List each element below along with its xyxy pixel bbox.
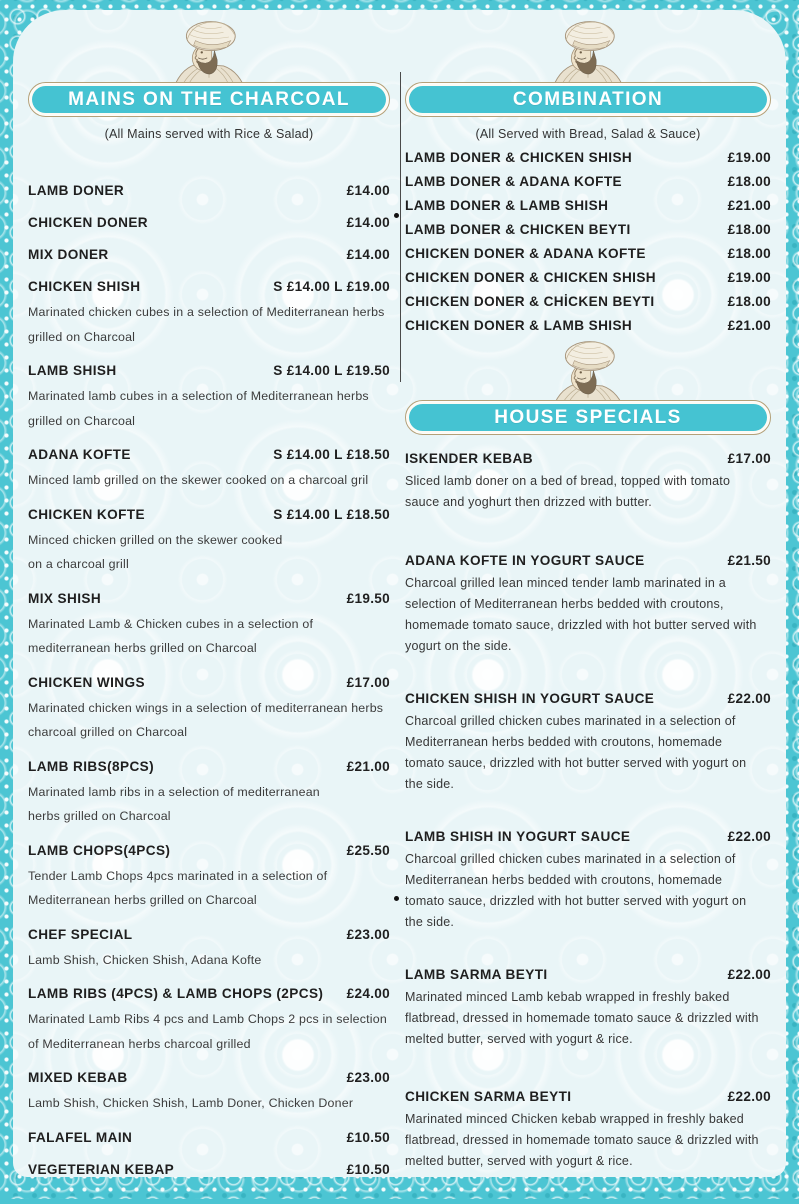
- menu-item-name: LAMB DONER & CHICKEN SHISH: [405, 150, 633, 165]
- menu-item-price: £18.00: [727, 246, 771, 261]
- menu-item-name: CHICKEN SARMA BEYTI: [405, 1089, 572, 1104]
- menu-item-name: LAMB SHISH IN YOGURT SAUCE: [405, 829, 631, 844]
- menu-item-name: LAMB DONER & ADANA KOFTE: [405, 174, 623, 189]
- mains-section-title: MAINS ON THE CHARCOAL: [32, 86, 386, 113]
- menu-item-price: £21.00: [727, 318, 771, 333]
- mains-section-subtitle: (All Mains served with Rice & Salad): [104, 127, 314, 141]
- menu-item-row: [28, 841, 390, 913]
- menu-item-row: [28, 925, 390, 973]
- combination-section-banner: [405, 82, 771, 117]
- menu-item-price: £22.00: [727, 829, 771, 844]
- item-description-line: charcoal grilled on Charcoal: [28, 725, 188, 739]
- menu-item-row: [28, 505, 390, 577]
- menu-item-price: £10.50: [346, 1129, 390, 1145]
- menu-item-price: £24.00: [346, 986, 390, 1001]
- item-description-line: Sliced lamb doner on a bed of bread, topped with tomato: [405, 474, 731, 488]
- menu-item-name: ADANA KOFTE: [28, 447, 131, 462]
- item-description-line: Marinated lamb ribs in a selection of mediterranean: [28, 784, 320, 799]
- menu-item-price: £22.00: [727, 967, 771, 982]
- menu-item-price: £14.00: [346, 183, 390, 198]
- menu-item-row: [28, 181, 390, 201]
- menu-item-row: [405, 551, 771, 657]
- menu-item-name: LAMB SHISH: [28, 363, 117, 378]
- menu-item-price: £25.50: [346, 842, 390, 858]
- item-description-line: flatbread, dressed in homemade tomato sauce & drizzled with: [405, 1133, 759, 1147]
- menu-item-name: CHICKEN DONER & CHICKEN SHISH: [405, 270, 657, 285]
- menu-item-description: [28, 1091, 390, 1116]
- item-description-line: homemade tomato sauce, drizzled with hot butter served with: [405, 618, 757, 632]
- bullet-dot: [394, 896, 399, 901]
- item-description-line: sauce and yoghurt then drizzed with butter.: [405, 495, 652, 509]
- menu-item-price: £21.00: [727, 198, 771, 213]
- menu-item-description: [28, 384, 390, 433]
- menu-item-row: [28, 1068, 390, 1116]
- menu-item-row: [28, 245, 390, 265]
- menu-item-name: LAMB RIBS(8PCS): [28, 758, 155, 774]
- column-divider-line: [400, 72, 401, 382]
- combination-section-subtitle: (All Served with Bread, Salad & Sauce): [475, 127, 701, 141]
- item-description-line: herbs grilled on Charcoal: [28, 809, 171, 823]
- menu-item-price: £19.00: [727, 150, 771, 165]
- menu-item-row: [28, 589, 390, 661]
- menu-item-price: £18.00: [727, 294, 771, 309]
- menu-item-description: [28, 528, 390, 577]
- menu-item-price: £18.00: [727, 222, 771, 237]
- item-description-line: Mediterranean herbs bedded with croutons, homemade: [405, 873, 723, 887]
- item-description-line: Marinated chicken cubes in a selection of Mediterranean herbs: [28, 305, 385, 319]
- menu-item-name: MIX DONER: [28, 247, 109, 262]
- menu-item-row: [28, 445, 390, 493]
- bullet-dot: [394, 213, 399, 218]
- item-description-line: tomato sauce, drizzled with hot butter served with yogurt on: [405, 756, 747, 770]
- menu-item-description: [405, 987, 771, 1050]
- menu-item-price: £14.00: [346, 215, 390, 230]
- menu-item-row: [405, 290, 771, 314]
- item-description-line: Minced lamb grilled on the skewer cooked on a charcoal gril: [28, 473, 369, 487]
- menu-item-row: [405, 827, 771, 933]
- item-description-line: Tender Lamb Chops 4pcs marinated in a selection of: [28, 868, 328, 883]
- item-description-line: the side.: [405, 777, 455, 791]
- menu-item-price: £19.00: [727, 270, 771, 285]
- combination-item-list: [405, 146, 771, 338]
- item-description-line: selection of Mediterranean herbs bedded with croutons,: [405, 597, 724, 611]
- item-description-line: Mediterranean herbs bedded with croutons, homemade: [405, 735, 723, 749]
- menu-item-description: [405, 849, 771, 933]
- menu-item-name: FALAFEL MAIN: [28, 1129, 133, 1145]
- menu-item-price: £23.00: [346, 926, 390, 942]
- item-description-line: Marinated chicken wings in a selection of mediterranean herbs: [28, 700, 384, 715]
- menu-item-row: [405, 194, 771, 218]
- menu-item-name: LAMB SARMA BEYTI: [405, 967, 548, 982]
- menu-item-description: [405, 711, 771, 795]
- menu-item-price: £10.50: [346, 1161, 390, 1177]
- item-description-line: Lamb Shish, Chicken Shish, Lamb Doner, Chicken Doner: [28, 1096, 354, 1110]
- item-description-line: flatbread, dressed in homemade tomato sauce & drizzled with: [405, 1011, 759, 1025]
- item-description-line: Lamb Shish, Chicken Shish, Adana Kofte: [28, 952, 262, 967]
- item-description-line: Minced chicken grilled on the skewer cooked: [28, 532, 283, 547]
- menu-item-price: £23.00: [346, 1070, 390, 1085]
- item-description-line: melted butter, served with yogurt & rice.: [405, 1032, 633, 1046]
- item-description-line: Charcoal grilled chicken cubes marinated in a selection of: [405, 714, 736, 728]
- menu-item-row: [28, 1128, 390, 1148]
- menu-item-description: [28, 1007, 390, 1056]
- menu-item-row: [28, 277, 390, 349]
- menu-item-name: CHEF SPECIAL: [28, 926, 133, 942]
- menu-item-description: [28, 864, 390, 913]
- house-specials-section-banner: [405, 400, 771, 435]
- menu-item-price: £18.00: [727, 174, 771, 189]
- menu-item-row: [28, 213, 390, 233]
- menu-item-description: [405, 573, 771, 657]
- menu-item-price: S £14.00 L £19.00: [273, 279, 390, 294]
- item-description-line: tomato sauce, drizzled with hot butter served with yogurt on: [405, 894, 747, 908]
- menu-item-price: £21.00: [346, 758, 390, 774]
- mains-column: [28, 8, 390, 1192]
- menu-item-row: [28, 673, 390, 745]
- menu-item-name: VEGETERIAN KEBAP: [28, 1161, 175, 1177]
- item-description-line: grilled on Charcoal: [28, 329, 136, 344]
- menu-item-description: [28, 780, 390, 829]
- menu-item-row: [28, 361, 390, 433]
- menu-item-row: [405, 1087, 771, 1172]
- menu-item-row: [405, 314, 771, 338]
- menu-item-row: [405, 242, 771, 266]
- menu-item-name: LAMB CHOPS(4PCS): [28, 842, 171, 858]
- item-description-line: Marinated Lamb & Chicken cubes in a selection of: [28, 616, 314, 631]
- menu-item-row: [405, 689, 771, 795]
- menu-item-name: MIX SHISH: [28, 590, 102, 606]
- menu-item-price: £22.00: [727, 691, 771, 706]
- menu-item-row: [28, 757, 390, 829]
- mains-item-list: [28, 181, 390, 1180]
- item-description-line: Marinated lamb cubes in a selection of Mediterranean herbs: [28, 389, 369, 403]
- item-description-line: grilled on Charcoal: [28, 413, 136, 428]
- menu-item-name: CHICKEN DONER: [28, 215, 148, 230]
- menu-item-name: CHICKEN DONER & LAMB SHISH: [405, 318, 633, 333]
- item-description-line: Charcoal grilled chicken cubes marinated in a selection of: [405, 852, 736, 866]
- menu-item-price: £17.00: [727, 451, 771, 466]
- item-description-line: the side.: [405, 915, 455, 929]
- menu-item-name: CHICKEN WINGS: [28, 674, 145, 690]
- menu-item-price: £14.00: [346, 247, 390, 262]
- menu-item-description: [28, 948, 390, 973]
- item-description-line: Mediterranean herbs grilled on Charcoal: [28, 893, 257, 907]
- menu-item-row: [28, 984, 390, 1056]
- menu-item-row: [28, 1160, 390, 1180]
- menu-item-row: [405, 170, 771, 194]
- menu-item-description: [28, 468, 390, 493]
- item-description-line: Charcoal grilled lean minced tender lamb marinated in a: [405, 576, 726, 590]
- menu-item-name: LAMB DONER: [28, 183, 125, 198]
- menu-item-row: [405, 449, 771, 513]
- right-column: [405, 8, 771, 1204]
- menu-item-name: LAMB RIBS (4PCS) & LAMB CHOPS (2PCS): [28, 986, 324, 1001]
- item-description-line: Marinated minced Lamb kebab wrapped in freshly baked: [405, 990, 730, 1004]
- item-description-line: mediterranean herbs grilled on Charcoal: [28, 641, 257, 655]
- menu-item-row: [405, 218, 771, 242]
- menu-item-description: [405, 1109, 771, 1172]
- item-description-line: Marinated Lamb Ribs 4 pcs and Lamb Chops 2 pcs in selection: [28, 1012, 387, 1026]
- menu-item-name: CHICKEN SHISH: [28, 279, 141, 294]
- menu-item-price: £19.50: [346, 590, 390, 606]
- menu-item-price: £21.50: [727, 553, 771, 568]
- menu-item-row: [405, 146, 771, 170]
- menu-item-name: CHICKEN DONER & ADANA KOFTE: [405, 246, 646, 261]
- menu-item-name: CHICKEN SHISH IN YOGURT SAUCE: [405, 691, 655, 706]
- menu-item-price: £22.00: [727, 1089, 771, 1104]
- item-description-line: yogurt on the side.: [405, 639, 512, 653]
- item-description-line: on a charcoal grill: [28, 557, 129, 571]
- menu-item-row: [405, 965, 771, 1050]
- menu-item-description: [405, 471, 771, 513]
- menu-item-description: [28, 612, 390, 661]
- menu-item-name: CHICKEN DONER & CHİCKEN BEYTI: [405, 294, 655, 309]
- menu-item-price: S £14.00 L £18.50: [273, 447, 390, 462]
- item-description-line: Marinated minced Chicken kebab wrapped in freshly baked: [405, 1112, 744, 1126]
- menu-item-price: S £14.00 L £18.50: [273, 506, 390, 522]
- menu-item-name: LAMB DONER & CHICKEN BEYTI: [405, 222, 631, 237]
- combination-section-title: COMBINATION: [409, 86, 767, 113]
- menu-item-name: LAMB DONER & LAMB SHISH: [405, 198, 609, 213]
- item-description-line: melted butter, served with yogurt & rice.: [405, 1154, 633, 1168]
- house-specials-item-list: [405, 449, 771, 1172]
- menu-item-name: CHICKEN KOFTE: [28, 506, 145, 522]
- item-description-line: of Mediterranean herbs charcoal grilled: [28, 1036, 251, 1051]
- menu-item-name: MIXED KEBAB: [28, 1070, 128, 1085]
- menu-item-name: ISKENDER KEBAB: [405, 451, 533, 466]
- menu-item-name: ADANA KOFTE IN YOGURT SAUCE: [405, 553, 645, 568]
- menu-item-price: S £14.00 L £19.50: [273, 363, 390, 378]
- house-specials-section-title: HOUSE SPECIALS: [409, 404, 767, 431]
- menu-item-description: [28, 300, 390, 349]
- menu-item-row: [405, 266, 771, 290]
- menu-item-price: £17.00: [346, 674, 390, 690]
- menu-item-description: [28, 696, 390, 745]
- mains-section-banner: [28, 82, 390, 117]
